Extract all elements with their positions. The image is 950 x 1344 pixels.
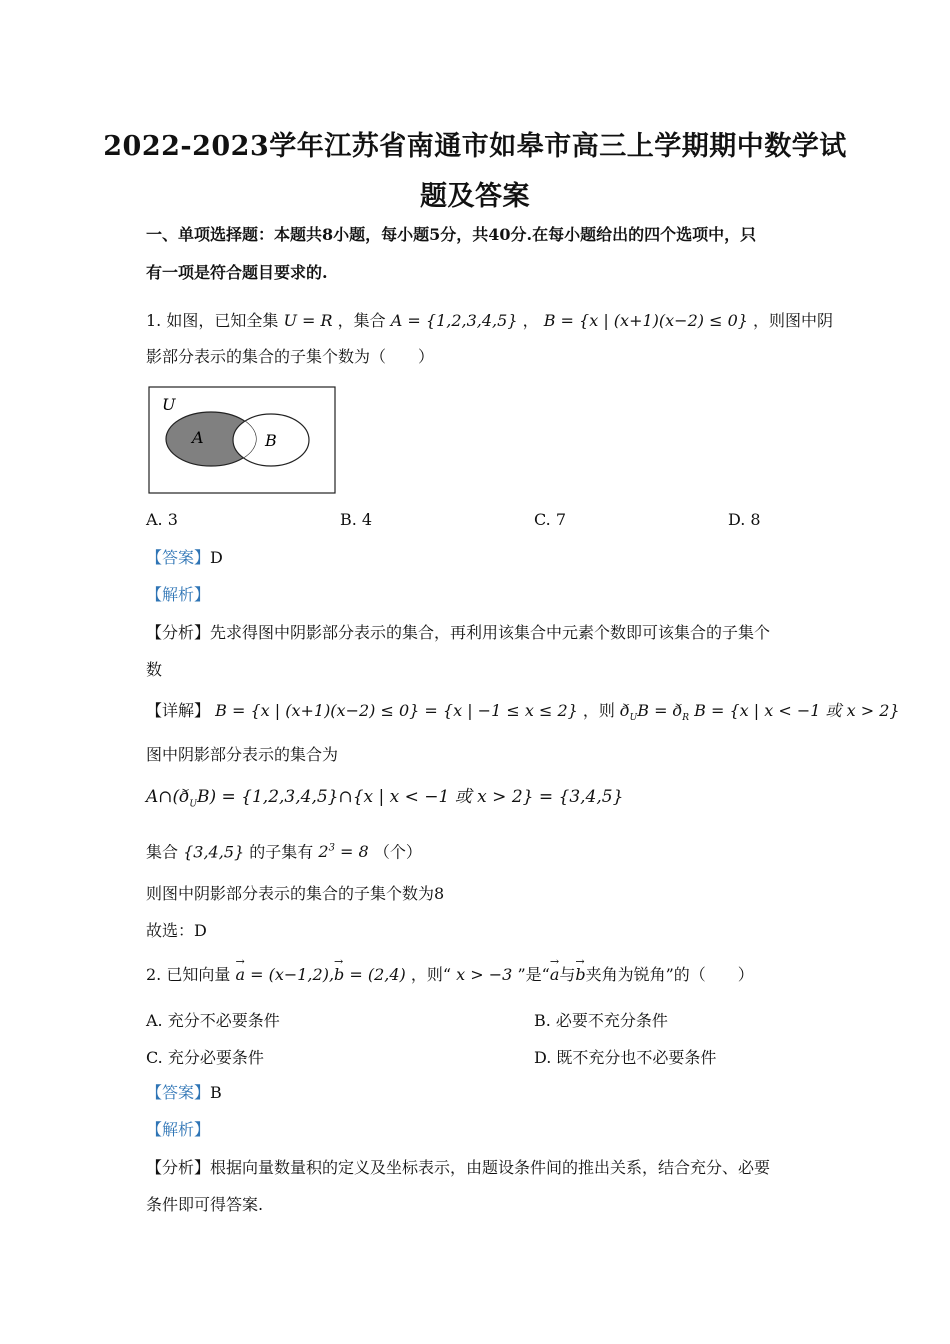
q2-stem [146, 964, 754, 986]
q1-detail-tail: B = {x | x < −1 或 x > 2} [694, 701, 900, 720]
section-heading-line1: 一、单项选择题：本题共8小题，每小题5分，共40分.在每小题给出的四个选项中，只 [146, 225, 757, 244]
q2-vec-a: → a [550, 964, 560, 986]
q1-option-a: A. 3 [146, 510, 178, 529]
q2-fenxi-tag: 【分析】 [146, 1158, 211, 1177]
q1-stem-line2: 影部分表示的集合的子集个数为（ ） [146, 347, 435, 366]
q1-conclusion: 则图中阴影部分表示的集合的子集个数为8 [146, 884, 445, 903]
q2-mid: ，则“ [410, 965, 452, 984]
q2-option-b: B. 必要不充分条件 [534, 1011, 668, 1030]
q2-stem-a: 2. 已知向量 [146, 965, 231, 984]
q1-universal-set: U = R [283, 311, 333, 330]
q2-option-d: D. 既不充分也不必要条件 [534, 1048, 717, 1067]
q2-option-a: A. 充分不必要条件 [146, 1011, 280, 1030]
section-heading-line2: 有一项是符合题目要求的. [146, 263, 328, 282]
q1-fenxi-text: 先求得图中阴影部分表示的集合，再利用该集合中元素个数即可该集合的子集个 [210, 623, 771, 642]
q1-set-a: A = {1,2,3,4,5} [390, 311, 518, 330]
q1-answer-value: D [210, 548, 223, 567]
q2-tail: 夹角为锐角”的（ ） [585, 965, 754, 984]
q1-fenxi-line2: 数 [146, 660, 163, 679]
q1-stem-line1 [146, 310, 833, 332]
q1-answer-tag: 【答案】 [146, 548, 211, 567]
q1-option-b: B. 4 [340, 510, 373, 529]
q2-option-c: C. 充分必要条件 [146, 1048, 264, 1067]
q1-comma: ， [522, 311, 539, 330]
q1-text-end: ，则图中阴 [753, 311, 834, 330]
q2-vector-def: → a = (x−1,2),→ b = (2,4) [235, 965, 405, 984]
venn-label-u: U [162, 395, 176, 414]
q1-detail-tag: 【详解】 [146, 701, 211, 720]
q1-subset-count: $2^3 = 8$ [318, 842, 369, 862]
q1-analysis-tag: 【解析】 [146, 585, 211, 604]
venn-label-b: B [265, 431, 277, 450]
q1-choose: 故选：D [146, 921, 207, 940]
q1-detail-comp-u: $ð_UB$ [620, 701, 650, 724]
venn-diagram [148, 386, 338, 496]
q2-vec-b: → b [575, 964, 585, 986]
q1-detail-eq: = [654, 701, 668, 720]
q2-is: ”是“ [517, 965, 550, 984]
doc-title-line2: 题及答案 [420, 181, 530, 212]
doc-title-line1: 2022-2023学年江苏省南通市如皋市高三上学期期中数学试 [103, 131, 847, 162]
q1-set-b: B = {x | (x+1)(x−2) ≤ 0} [543, 311, 748, 330]
q1-option-c: C. 7 [534, 510, 567, 529]
q1-option-d: D. 8 [728, 510, 761, 529]
q1-detail-comp-r: $ð_R$ [672, 701, 690, 724]
q1-detail-line [146, 700, 900, 729]
q1-subset-text-a: 集合 [146, 842, 179, 862]
q2-yu: 与 [559, 965, 576, 984]
q1-detail-mid: ，则 [582, 701, 615, 720]
q2-answer-value: B [210, 1083, 222, 1102]
q1-fenxi-line1 [146, 622, 770, 644]
q1-subset-line [146, 838, 422, 863]
q2-answer [146, 1082, 222, 1104]
q2-fenxi-text: 根据向量数量积的定义及坐标表示，由题设条件间的推出关系，结合充分、必要 [210, 1158, 771, 1177]
q1-stem-a: 1. 如图，已知全集 [146, 311, 279, 330]
q1-subset-text-b: 的子集有 [249, 842, 314, 862]
q1-answer [146, 547, 223, 569]
q1-detail-formula: B = {x | (x+1)(x−2) ≤ 0} = {x | −1 ≤ x ≤ 2} [215, 701, 578, 720]
q2-condition: x > −3 [451, 965, 518, 984]
q2-answer-tag: 【答案】 [146, 1083, 211, 1102]
q1-shadow-text: 图中阴影部分表示的集合为 [146, 745, 339, 764]
q2-fenxi-line1 [146, 1157, 770, 1179]
q1-shadow-formula: $A\cap(ð_UB)$ = {1,2,3,4,5}∩{x | x < −1 或 x > 2} = {3,4,5} [146, 787, 624, 810]
q1-subset-set: {3,4,5} [183, 842, 245, 862]
q2-analysis-tag: 【解析】 [146, 1120, 211, 1139]
venn-label-a: A [192, 428, 204, 447]
q1-fenxi-tag: 【分析】 [146, 623, 211, 642]
q2-fenxi-line2: 条件即可得答案. [146, 1195, 264, 1214]
q1-text-set: ，集合 [337, 311, 386, 330]
q1-subset-unit: （个） [373, 842, 422, 862]
